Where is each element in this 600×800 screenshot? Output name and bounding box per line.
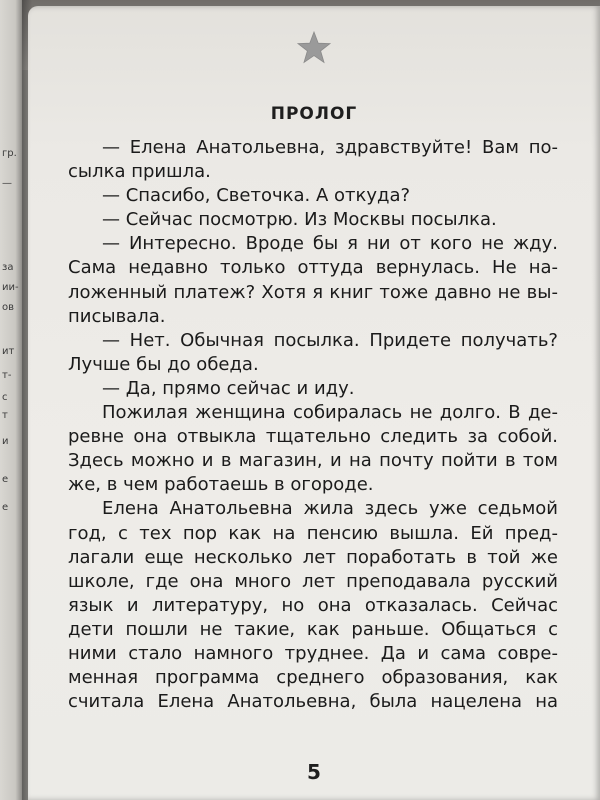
chapter-title: ПРОЛОГ (270, 104, 358, 124)
text-line: лагали еще несколько лет поработать в той же (68, 546, 558, 568)
text-line: — Да, прямо сейчас и иду. (102, 377, 355, 399)
text-line: школе, где она много лет преподавала русский (68, 570, 558, 592)
left-page-fragment: ов (2, 302, 15, 313)
text-line: Елена Анатольевна жила здесь уже седьмой (102, 498, 558, 520)
text-line: — Нет. Обычная посылка. Придете получать? (102, 329, 558, 351)
left-page-fragment: и (2, 436, 9, 447)
left-page-fragment: за (2, 262, 14, 273)
book-page (28, 6, 600, 800)
left-page-fragment: с (2, 392, 8, 403)
left-page-fragment: т (2, 410, 8, 421)
text-line: ними стало намного труднее. Да и сама совре- (68, 642, 558, 664)
left-page-fragment: ии- (2, 282, 19, 293)
text-line: — Интересно. Вроде бы я ни от кого не жду. (102, 233, 558, 255)
text-line: — Елена Анатольевна, здравствуйте! Вам по- (102, 137, 558, 158)
adjacent-page-edge (0, 0, 22, 800)
text-line: же, в чем работаешь в огороде. (68, 474, 374, 496)
left-page-fragment: е (2, 502, 9, 513)
star-icon (296, 30, 332, 66)
text-line: писывала. (68, 305, 166, 327)
text-line: менная программа среднего образования, как (68, 667, 558, 689)
left-page-fragment: ит (2, 346, 15, 357)
text-line: Здесь можно и в магазин, и на почту пойти в том (68, 450, 558, 472)
text-line: Сама недавно только оттуда вернулась. Не на- (68, 257, 558, 279)
body-text (68, 136, 558, 714)
text-line: ревне она отвыкла тщательно следить за собой. (68, 426, 558, 448)
text-line: дети пошли не такие, как раньше. Общаться с (68, 618, 558, 640)
text-line: считала Елена Анатольевна, была нацелена на (68, 691, 558, 713)
page-number: 5 (307, 760, 321, 784)
text-line: — Спасибо, Светочка. А откуда? (102, 185, 411, 207)
text-line: — Сейчас посмотрю. Из Москвы посылка. (102, 209, 497, 231)
text-line: Пожилая женщина собиралась не долго. В де- (102, 402, 558, 424)
left-page-fragment: — (2, 178, 12, 189)
text-line: сылка пришла. (68, 161, 211, 183)
left-page-fragment: гр. (2, 148, 17, 159)
text-line: ложенный платеж? Хотя я книг тоже давно не вы- (68, 281, 558, 303)
left-page-fragment: т- (2, 370, 12, 381)
text-line: язык и литературу, но она отказалась. Сейчас (68, 594, 558, 616)
left-page-fragment: е (2, 474, 9, 485)
text-line: год, с тех пор как на пенсию вышла. Ей пред- (68, 522, 558, 544)
text-line: Лучше бы до обеда. (68, 353, 259, 375)
